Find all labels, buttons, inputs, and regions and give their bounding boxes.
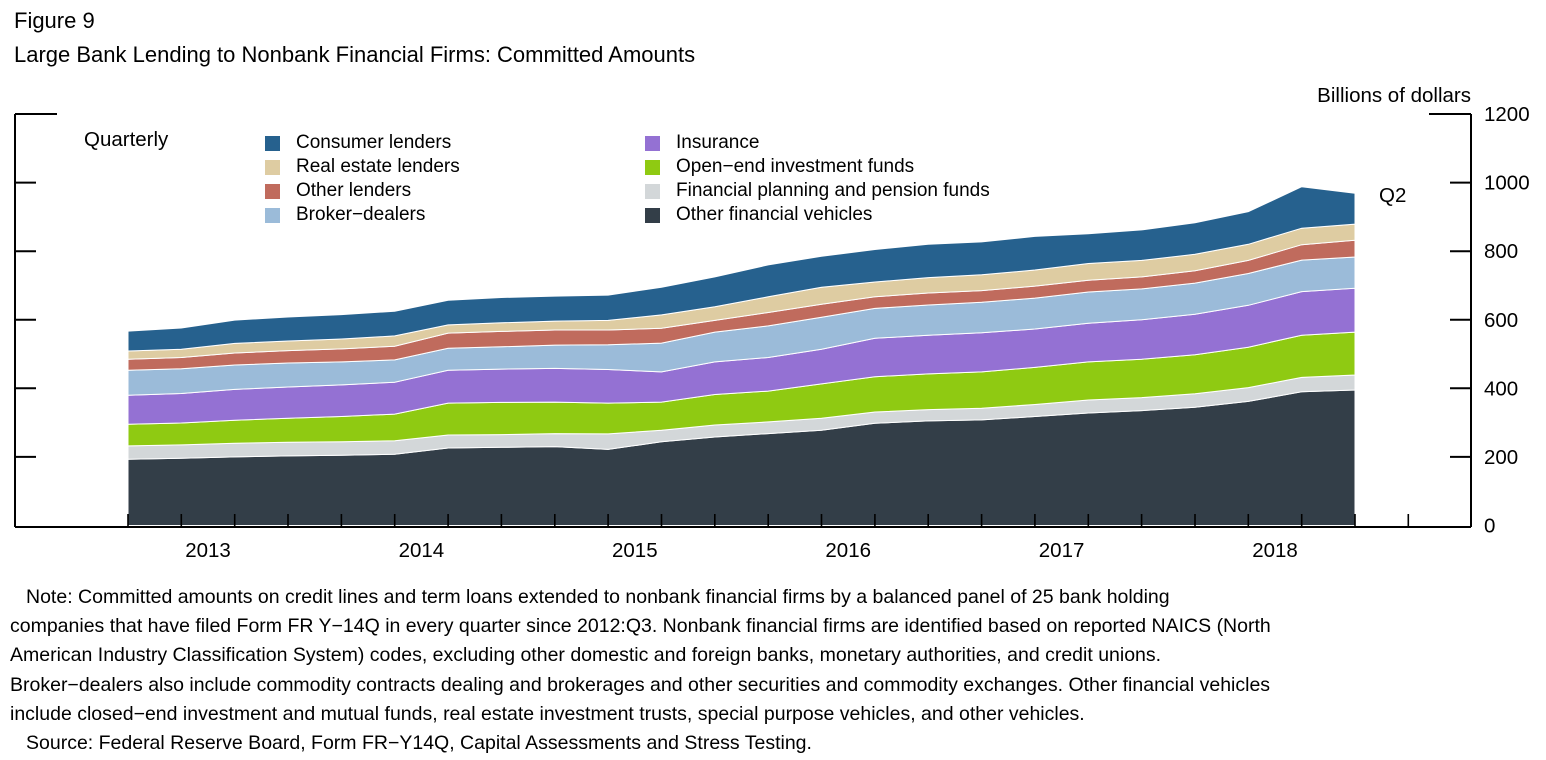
legend-label: Consumer lenders <box>296 132 452 153</box>
y-tick-label: 1000 <box>1484 171 1530 195</box>
legend-swatch <box>265 160 280 175</box>
note-line: Broker−dealers also include commodity contracts dealing and brokerages and other securities and commodity exchanges. Other financial vehicles <box>10 673 1271 696</box>
x-year-label: 2016 <box>825 539 872 562</box>
legend-item-real-estate-lenders <box>265 155 460 179</box>
legend-swatch <box>645 136 660 151</box>
figure-title: Large Bank Lending to Nonbank Financial Firms: Committed Amounts <box>14 42 696 67</box>
y-tick-label: 0 <box>1484 514 1496 538</box>
y-tick-label: 600 <box>1484 308 1519 332</box>
legend-column-1 <box>265 131 460 227</box>
legend-label: Real estate lenders <box>296 156 460 177</box>
legend-item-other-lenders <box>265 179 460 203</box>
legend-item-insurance <box>645 131 990 155</box>
x-year-label: 2018 <box>1252 539 1298 562</box>
x-year-label: 2015 <box>611 539 658 562</box>
legend-item-consumer-lenders <box>265 131 460 155</box>
legend-column-2 <box>645 131 990 227</box>
y-tick-label: 400 <box>1484 377 1519 401</box>
x-year-label: 2017 <box>1038 539 1085 562</box>
y-tick-label: 1200 <box>1484 103 1530 126</box>
legend-label: Open−end investment funds <box>676 156 915 177</box>
legend-label: Other financial vehicles <box>676 204 873 225</box>
x-year-label: 2013 <box>185 539 231 562</box>
legend-swatch <box>645 160 660 175</box>
figure-number: Figure 9 <box>14 8 95 33</box>
legend-item-financial-planning-and-pension-funds <box>645 179 990 203</box>
legend-item-broker-dealers <box>265 203 460 227</box>
legend-label: Broker−dealers <box>296 204 426 225</box>
legend-swatch <box>645 208 660 223</box>
y-axis-unit-label: Billions of dollars <box>1317 84 1471 107</box>
y-tick-label: 800 <box>1484 240 1519 264</box>
legend-label: Other lenders <box>296 180 412 201</box>
legend-swatch <box>265 208 280 223</box>
legend-item-open-end-investment-funds <box>645 155 990 179</box>
note-line: American Industry Classification System) codes, excluding other domestic and foreign banks, monetary authorities, and credit unions. <box>10 644 1162 667</box>
note-line: include closed−end investment and mutual funds, real estate investment trusts, special purpose vehicles, and other vehicles. <box>10 702 1085 725</box>
legend-label: Financial planning and pension funds <box>676 180 990 201</box>
frequency-annotation: Quarterly <box>84 128 169 151</box>
legend-swatch <box>645 184 660 199</box>
legend-swatch <box>265 184 280 199</box>
x-year-label: 2014 <box>398 539 445 562</box>
note-line: Note: Committed amounts on credit lines and term loans extended to nonbank financial firms by a balanced panel of 25 bank holding <box>26 586 1170 608</box>
note-line: companies that have filed Form FR Y−14Q in every quarter since 2012:Q3. Nonbank financial firms are identified based on reported NAICS (North <box>10 615 1271 638</box>
y-tick-label: 200 <box>1484 445 1519 469</box>
legend-swatch <box>265 136 280 151</box>
series-end-annotation: Q2 <box>1379 184 1407 207</box>
source-line: Source: Federal Reserve Board, Form FR−Y14Q, Capital Assessments and Stress Testing. <box>26 732 812 755</box>
figure-note <box>10 583 1520 758</box>
legend-label: Insurance <box>676 132 760 153</box>
legend-item-other-financial-vehicles <box>645 203 990 227</box>
